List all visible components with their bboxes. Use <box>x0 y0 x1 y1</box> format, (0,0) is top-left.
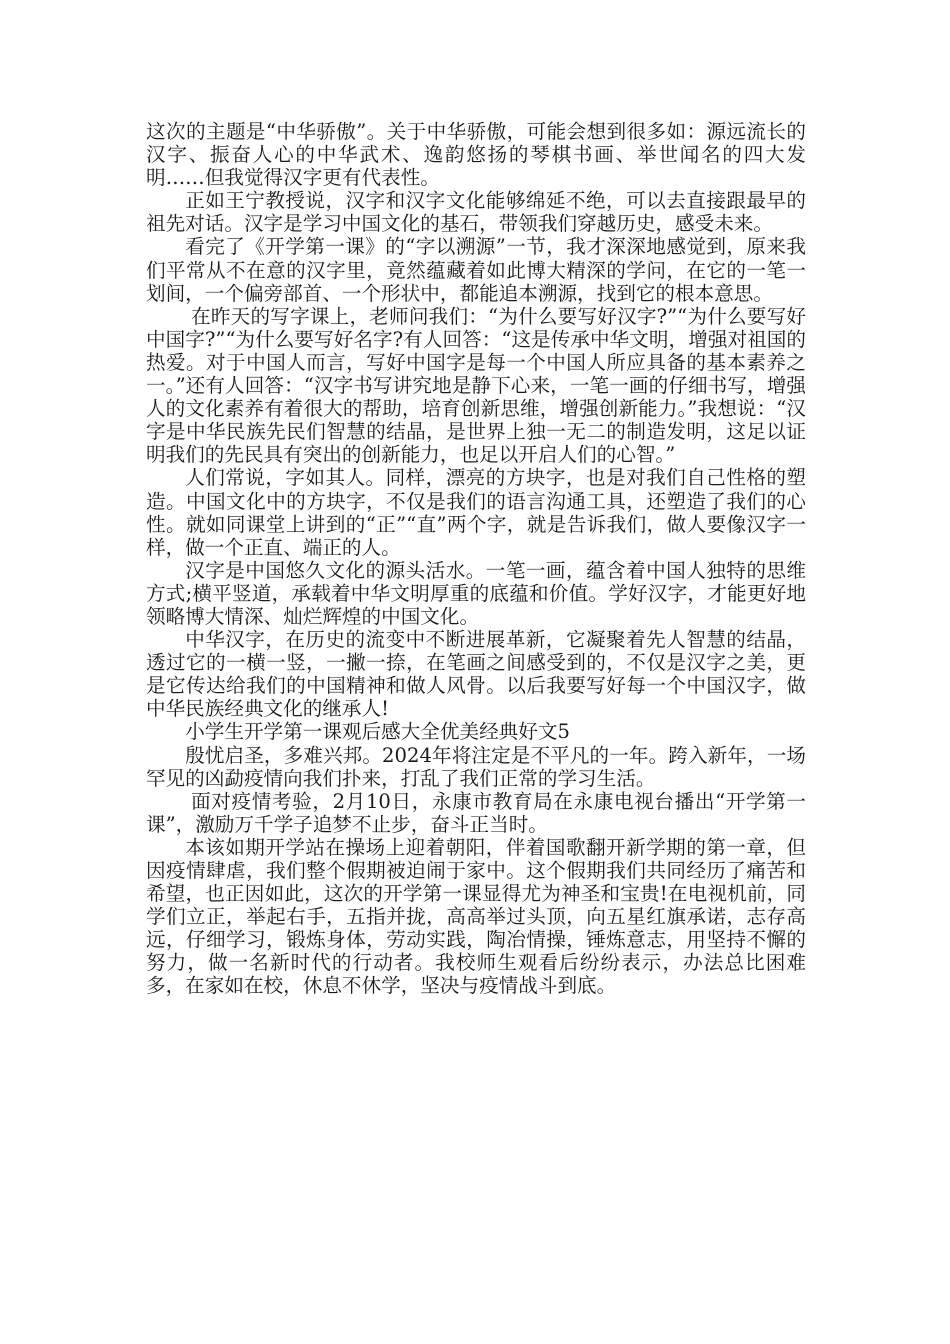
paragraph-2: 正如王宁教授说，汉字和汉字文化能够绵延不绝，可以去直接跟最早的祖先对话。汉字是学习中国文化的基石，带领我们穿越历史，感受未来。 <box>146 189 806 236</box>
paragraph-5: 人们常说，字如其人。同样，漂亮的方块字，也是对我们自己性格的塑造。中国文化中的方块字，不仅是我们的语言沟通工具，还塑造了我们的心性。就如同课堂上讲到的“正”“直”两个字，就是告诉我们，做人要像汉字一样，做一个正直、端正的人。 <box>146 466 806 559</box>
section-title: 小学生开学第一课观后感大全优美经典好文5 <box>185 720 570 744</box>
paragraph-3: 看完了《开学第一课》的“字以溯源”一节，我才深深地感觉到，原来我们平常从不在意的汉字里，竟然蕴藏着如此博大精深的学问，在它的一笔一划间，一个偏旁部首、一个形状中，都能追本溯源，找到它的根本意思。 <box>146 235 806 305</box>
paragraph-8: 殷忧启圣，多难兴邦。2024年将注定是不平凡的一年。跨入新年，一场罕见的凶勐疫情向我们扑来，打乱了我们正常的学习生活。 <box>146 743 806 790</box>
paragraph-4: 在昨天的写字课上，老师问我们：“为什么要写好汉字?”“为什么要写好中国字?”“为什么要写好名字?有人回答：“这是传承中华文明，增强对祖国的热爱。对于中国人而言，写好中国字是每一个中国人所应具备的基本素养之一。”还有人回答：“汉字书写讲究地是静下心来，一笔一画的仔细书写，增强人的文化素养有着很大的帮助，培育创新思维，增强创新能力。”我想说：“汉字是中华民族先民们智慧的结晶，是世界上独一无二的制造发明，这足以证明我们的先民具有突出的创新能力，也足以开启人们的心智。” <box>146 304 806 467</box>
paragraph-7: 中华汉字，在历史的流变中不断进展革新，它凝聚着先人智慧的结晶，透过它的一横一竖，一撇一捺，在笔画之间感受到的，不仅是汉字之美，更是它传达给我们的中国精神和做人风骨。以后我要写好每一个中国汉字，做中华民族经典文化的继承人! <box>146 628 806 721</box>
paragraph-9: 面对疫情考验，2月10日，永康市教育局在永康电视台播出“开学第一课”，激励万千学子追梦不止步，奋斗正当时。 <box>146 789 806 836</box>
paragraph-10: 本该如期开学站在操场上迎着朝阳，伴着国歌翻开新学期的第一章，但因疫情肆虐，我们整个假期被迫闹于家中。这个假期我们共同经历了痛苦和希望，也正因如此，这次的开学第一课显得尤为神圣和宝贵!在电视机前，同学们立正，举起右手，五指并拢，高高举过头顶，向五星红旗承诺，志存高远，仔细学习，锻炼身体，劳动实践，陶冶情操，锤炼意志，用坚持不懈的努力，做一名新时代的行动者。我校师生观看后纷纷表示，办法总比困难多，在家如在校，休息不休学，坚决与疫情战斗到底。 <box>146 835 806 998</box>
document-body <box>146 120 806 998</box>
paragraph-6: 汉字是中国悠久文化的源头活水。一笔一画，蕴含着中国人独特的思维方式;横平竖道，承载着中华文明厚重的底蕴和价值。学好汉字，才能更好地领略博大情深、灿烂辉煌的中国文化。 <box>146 558 806 628</box>
paragraph-1: 这次的主题是“中华骄傲”。关于中华骄傲，可能会想到很多如：源远流长的汉字、振奋人心的中华武术、逸韵悠扬的琴棋书画、举世闻名的四大发明……但我觉得汉字更有代表性。 <box>146 120 806 190</box>
